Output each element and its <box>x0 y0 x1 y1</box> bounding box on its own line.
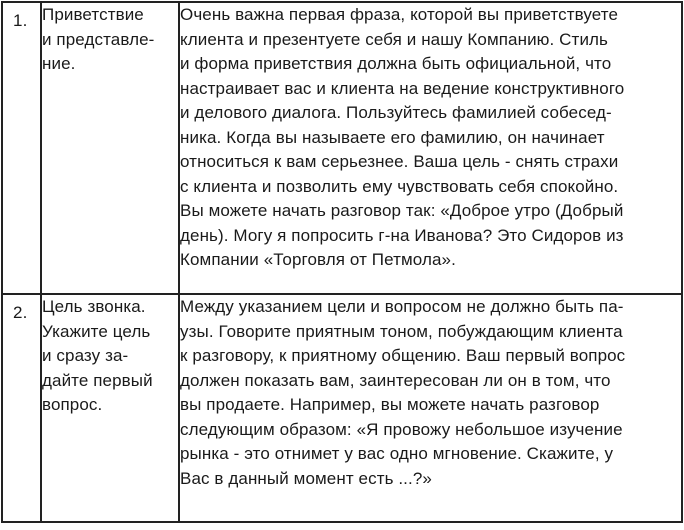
step-description-line: Вы можете начать разговор так: «Доброе утро (Добрый <box>180 201 624 220</box>
step-description-line: и делового диалога. Пользуйтесь фамилией собесед- <box>180 103 612 122</box>
step-number-cell <box>2 2 41 294</box>
table-row <box>2 2 682 294</box>
step-title-line: Укажите цель <box>42 321 151 341</box>
step-title-cell <box>41 294 179 522</box>
step-title-line: и сразу за- <box>42 346 129 365</box>
step-description-line: вы продаете. Например, вы можете начать разговор <box>180 395 600 414</box>
step-description-line: и форма приветствия должна быть официальной, что <box>180 54 612 73</box>
step-number: 1. <box>13 11 28 30</box>
step-title-line: Цель звонка. <box>42 297 146 316</box>
step-description-line: день). Могу я попросить г-на Иванова? Это Сидоров из <box>180 225 624 245</box>
step-number: 2. <box>13 303 28 322</box>
step-number-cell <box>2 294 41 522</box>
step-title-line: вопрос. <box>42 395 103 414</box>
step-description-line: клиента и презентуете себя и нашу Компанию. Стиль <box>180 29 609 49</box>
step-description-line: настраивает вас и клиента на ведение конструктивного <box>180 78 625 98</box>
step-description-cell <box>179 294 682 522</box>
step-description-cell <box>179 2 682 294</box>
step-description-line: узы. Говорите приятным тоном, побуждающим клиента <box>180 321 623 341</box>
step-description-line: ника. Когда вы называете его фамилию, он начинает <box>180 127 605 147</box>
step-description-line: Компании «Торговля от Петмола». <box>180 250 456 269</box>
step-description-line: должен показать вам, заинтересован ли он в том, что <box>180 370 611 390</box>
table-row <box>2 294 682 522</box>
step-description-line: с клиента и позволить ему чувствовать себя спокойно. <box>180 176 619 196</box>
step-title-line: и представле- <box>42 29 155 49</box>
step-description-line: Вас в данный момент есть ...?» <box>180 468 432 488</box>
step-title-line: дайте первый <box>42 370 153 390</box>
step-title-line: Приветствие <box>42 5 144 24</box>
step-description-line: относиться к вам серьезнее. Ваша цель - снять страхи <box>180 152 619 171</box>
step-description-line: Между указанием цели и вопросом не должно быть па- <box>180 297 624 316</box>
steps-table <box>1 1 683 523</box>
step-description-line: к разговору, к приятному общению. Ваш первый вопрос <box>180 346 626 365</box>
step-description-line: следующим образом: «Я провожу небольшое изучение <box>180 419 623 439</box>
step-title-line: ние. <box>42 54 76 73</box>
step-title-cell <box>41 2 179 294</box>
step-description-line: рынка - это отнимет у вас одно мгновение. Скажите, у <box>180 444 614 463</box>
step-description-line: Очень важна первая фраза, которой вы приветствуете <box>180 5 619 24</box>
